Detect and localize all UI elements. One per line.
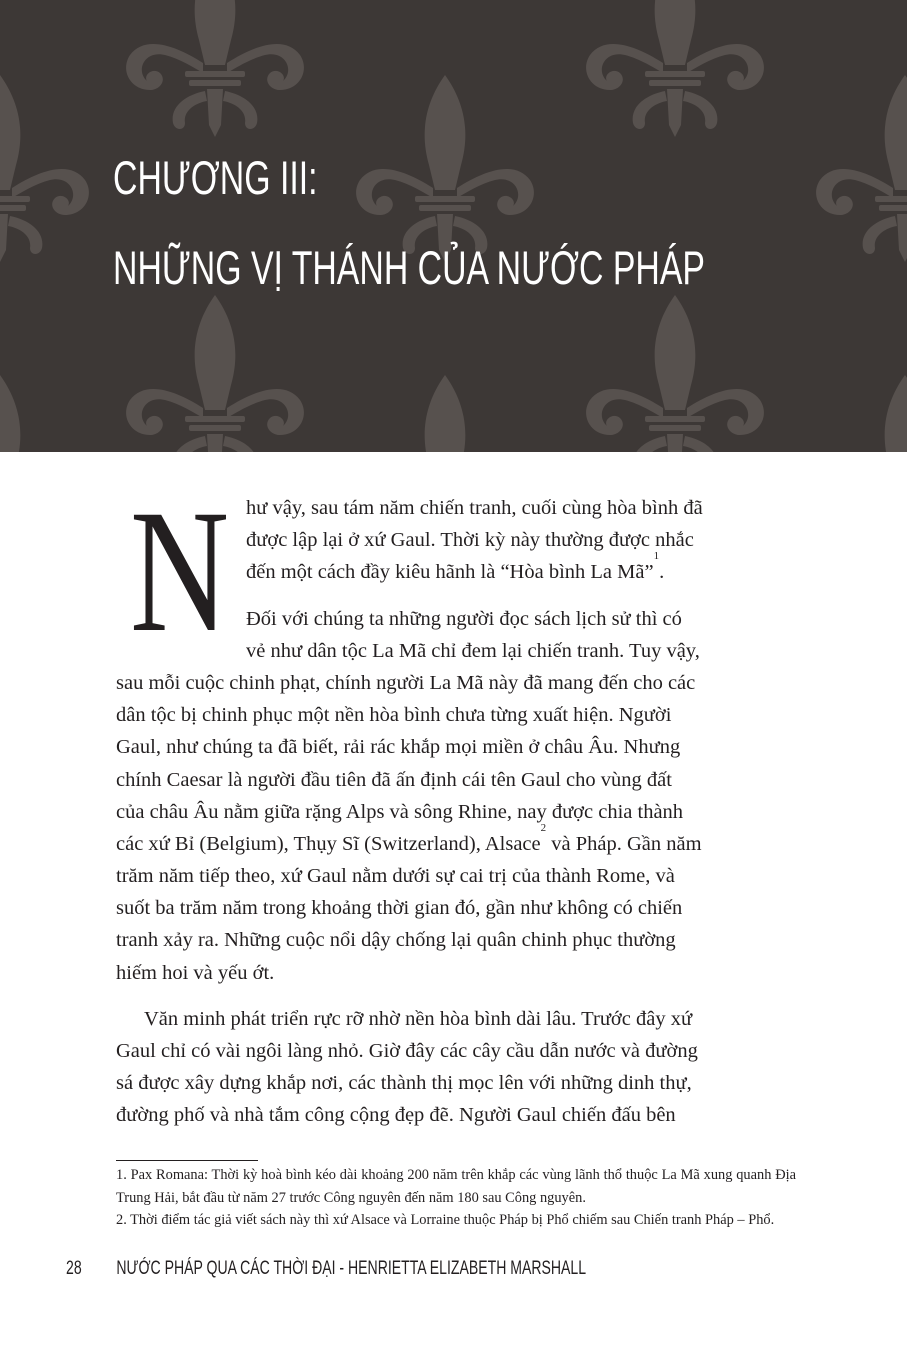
text-line: Đối với chúng ta những người đọc sách lịch sử thì có [246,607,682,630]
text-line: của châu Âu nằm giữa rặng Alps và sông Rhine, nay được chia thành [116,800,684,823]
chapter-header-banner [0,0,907,452]
text-line: đường phố và nhà tắm công cộng đẹp đẽ. Người Gaul chiến đấu bên [116,1104,676,1127]
text-line: Văn minh phát triển rực rỡ nhờ nền hòa bình dài lâu. Trước đây xứ [144,1007,693,1030]
text-line: Gaul chỉ có vài ngôi làng nhỏ. Giờ đây các cây cầu dẫn nước và đường [116,1040,698,1062]
text-line: hư vậy, sau tám năm chiến tranh, cuối cùng hòa bình đã [246,497,703,519]
chapter-label: CHƯƠNG III: [113,151,318,204]
footnote-2: 2. Thời điểm tác giả viết sách này thì xứ Alsace và Lorraine thuộc Pháp bị Phổ chiếm sau Chiến tranh Pháp – Phổ. [116,1212,775,1228]
paragraph-1 [116,492,794,589]
page-number: 28 [66,1258,82,1279]
footnote-divider [116,1160,258,1161]
chapter-heading: NHỮNG VỊ THÁNH CỦA NƯỚC PHÁP [113,241,705,294]
footnote-ref-2: 2 [540,821,547,834]
text-line: các xứ Bỉ (Belgium), Thụy Sĩ (Switzerland), Alsace 2 và Pháp. Gần năm [116,828,794,860]
drop-cap-letter: N [130,474,230,669]
text-line: trăm năm tiếp theo, xứ Gaul nằm dưới sự cai trị của thành Rome, và [116,865,675,888]
footnote-ref-1: 1 [653,550,660,563]
text-line: sá được xây dựng khắp nơi, các thành thị mọc lên với những dinh thự, [116,1072,692,1095]
body-text [116,474,794,1132]
text-line: chính Caesar là người đầu tiên đã ấn định cái tên Gaul cho vùng đất [116,768,672,791]
running-title: NƯỚC PHÁP QUA CÁC THỜI ĐẠI - HENRIETTA ELIZABETH MARSHALL [116,1258,587,1279]
text-line: sau mỗi cuộc chinh phạt, chính người La Mã này đã mang đến cho các [116,671,696,694]
paragraph-3 [116,1003,794,1132]
page-footer [66,1258,586,1280]
text-line: dân tộc bị chinh phục một nền hòa bình chưa từng xuất hiện. Người [116,704,672,727]
chapter-title [113,133,705,313]
text-line: tranh xảy ra. Những cuộc nổi dậy chống lại quân chinh phục thường [116,929,676,952]
text-line: Gaul, như chúng ta đã biết, rải rác khắp mọi miền ở châu Âu. Nhưng [116,736,681,759]
text-line: vẻ như dân tộc La Mã chỉ đem lại chiến tranh. Tuy vậy, [246,639,700,662]
footnotes [116,1164,796,1232]
text-line: hiếm hoi và yếu ớt. [116,961,275,984]
text-line: được lập lại ở xứ Gaul. Thời kỳ này thường được nhắc [246,529,694,552]
text-line: suốt ba trăm năm trong khoảng thời gian đó, gần như không có chiến [116,897,683,920]
text-line: đến một cách đầy kiêu hãnh là “Hòa bình La Mã” 1 . [116,556,794,588]
footnote-1: 1. Pax Romana: Thời kỳ hoà bình kéo dài khoảng 200 năm trên khắp các vùng lãnh thổ thuộc La Mã xung quanh Địa Trung Hải, bắt đầu từ năm 27 trước Công nguyên đến năm 180 sau Công nguyên. [116,1167,796,1206]
paragraph-2 [116,603,794,989]
